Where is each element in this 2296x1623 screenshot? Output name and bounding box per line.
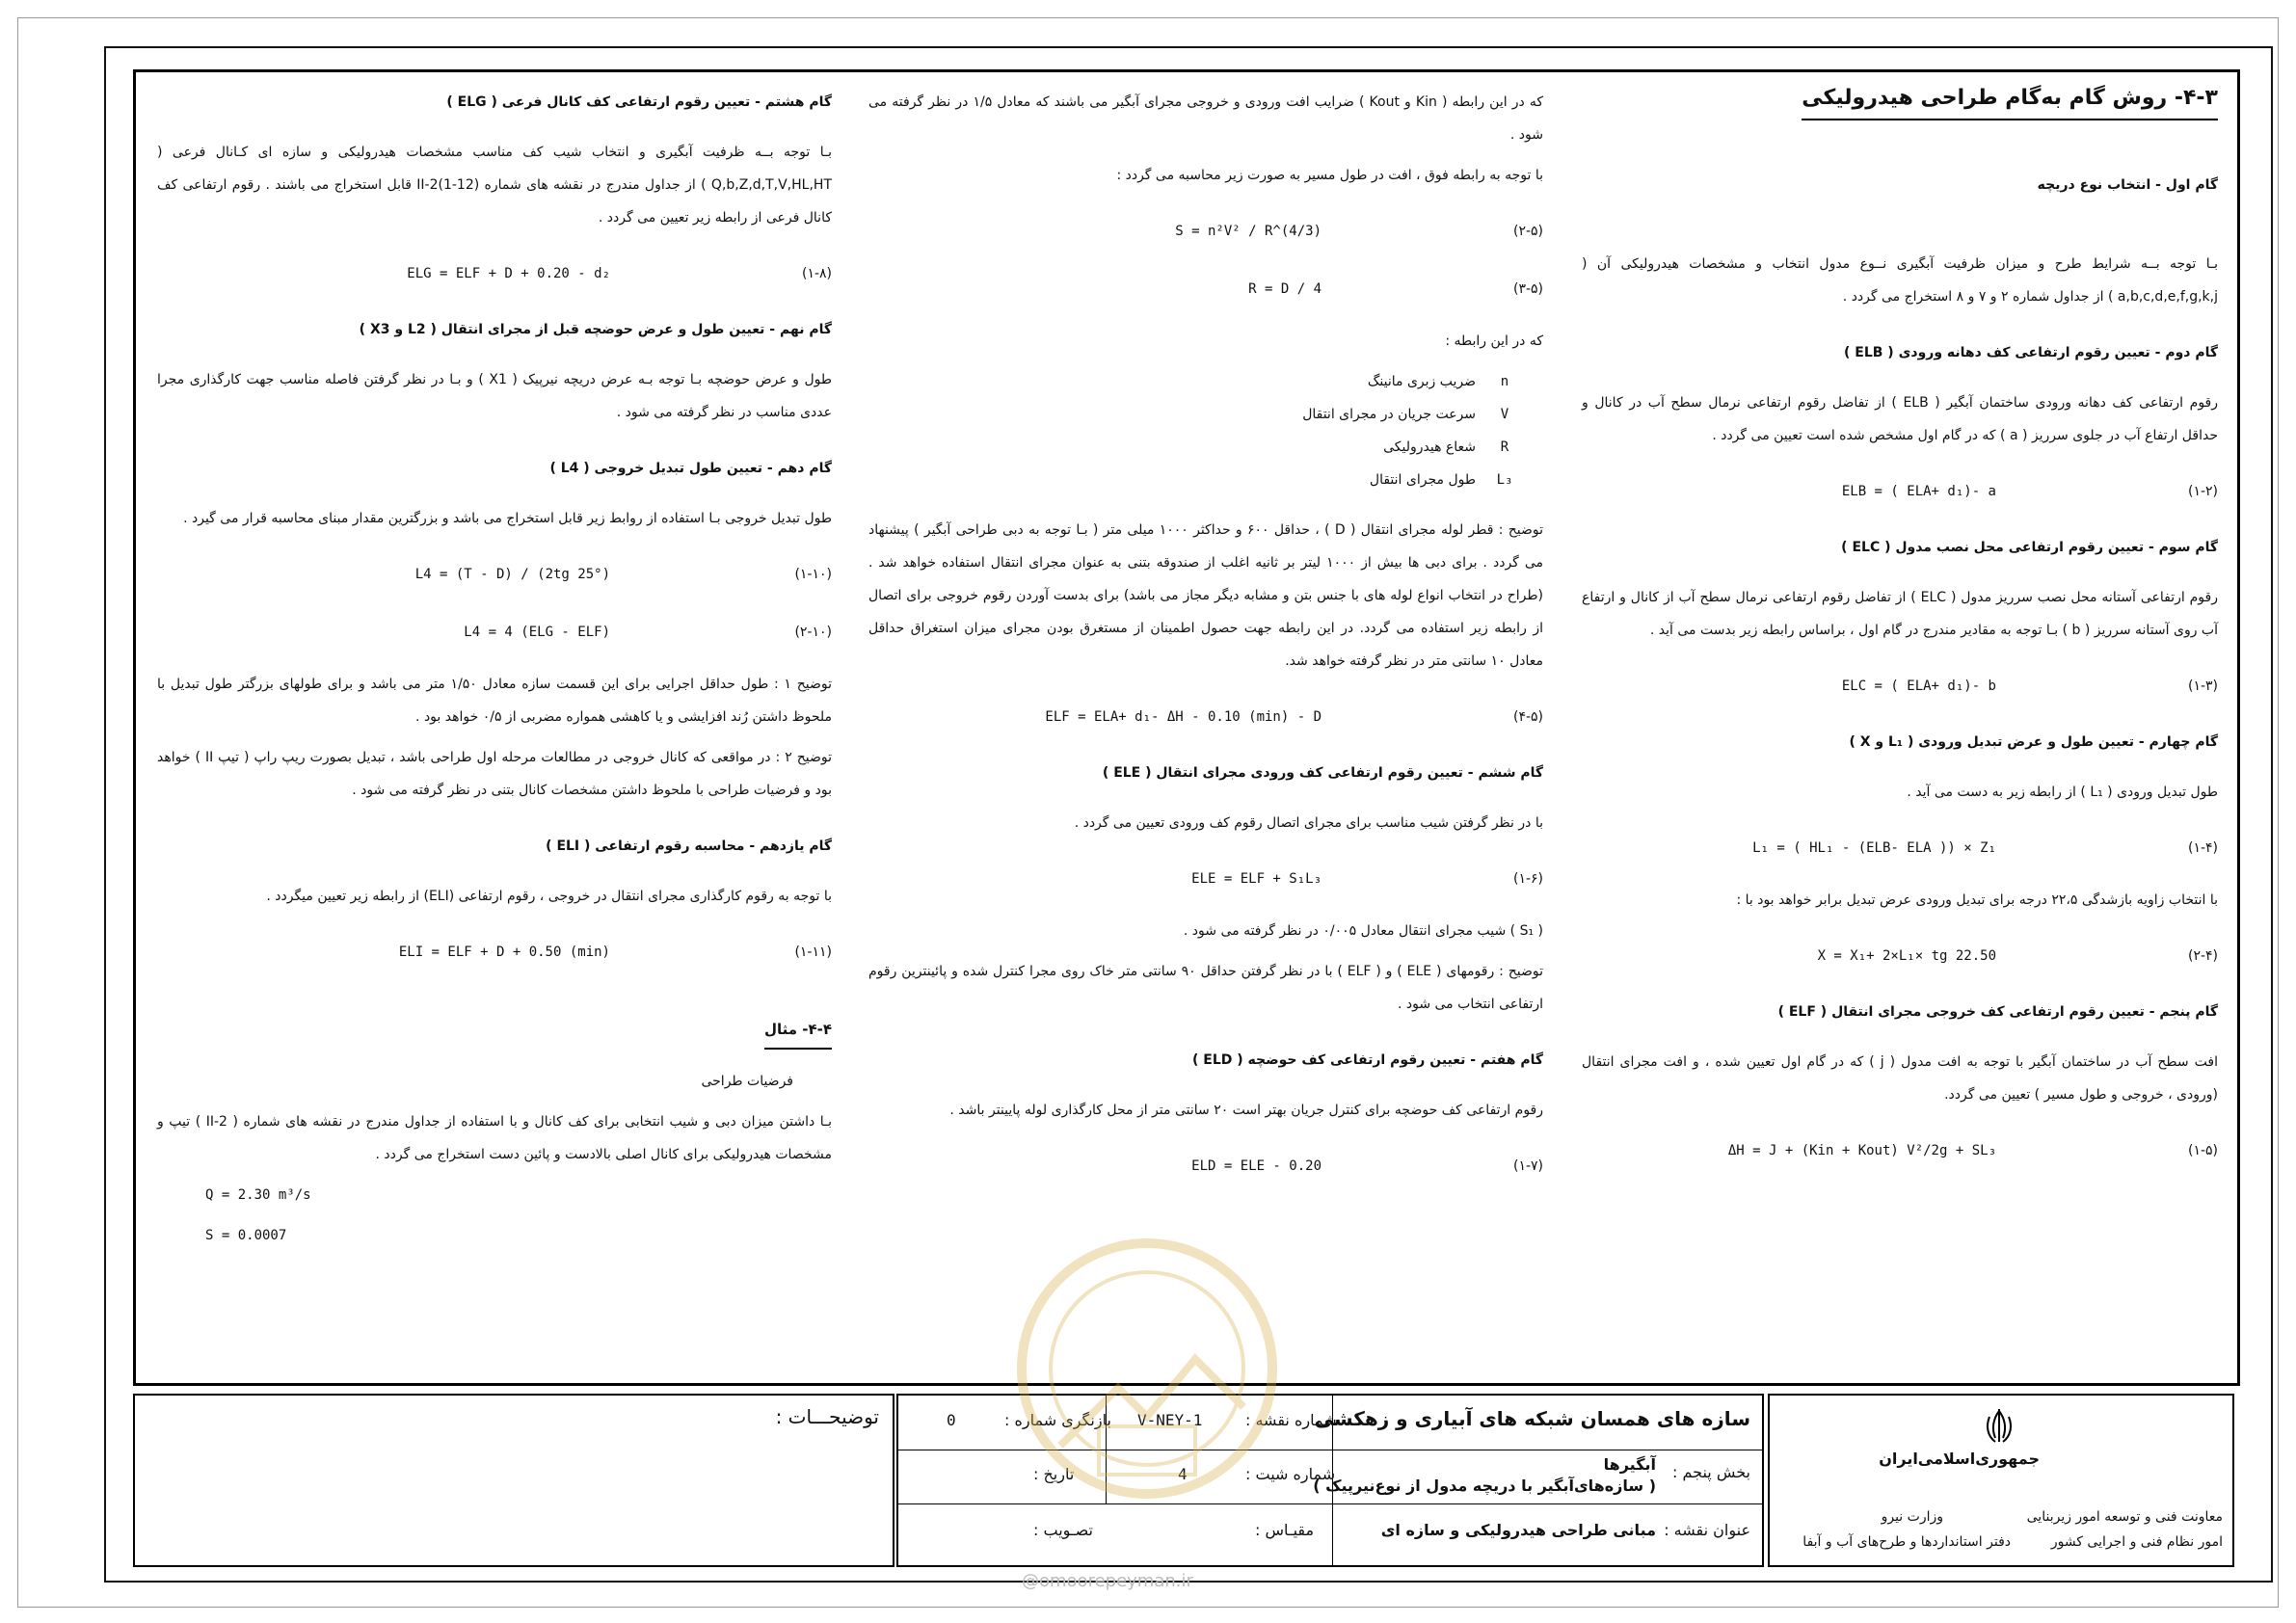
- step11-title: گام یازدهم - محاسبه رقوم ارتفاعی ( ELI ): [546, 838, 832, 854]
- step4-text: طول تبدیل ورودی ( L₁ ) از رابطه زیر به دست می آید .: [1907, 785, 2218, 800]
- variable-row: [868, 464, 1524, 496]
- equation-2-4: [1582, 934, 2218, 972]
- main-title: سازه های همسان شبکه های آبیاری و زهکشی: [1314, 1407, 1750, 1430]
- step2-text: رقوم ارتفاعی کف دهانه ورودی ساختمان آبگیر ( ELB ) از تفاضل رقوم ارتفاعی نرمال سطح آب در کانال و حداقل ارتفاع آب در جلوی سرریز ( a ) که در گام اول مشخص شده است تعیین می گردد .: [1582, 395, 2219, 443]
- part-value: آبگیرها: [1603, 1455, 1656, 1474]
- equation-formula: L4 = 4 (ELG - ELF): [464, 625, 610, 640]
- step6-title: گام ششم - تعیین رقوم ارتفاعی کف ورودی مجرای انتقال ( ELE ): [1102, 765, 1543, 781]
- equation-formula: ELC = ( ELA+ d₁)- b: [1841, 678, 1996, 694]
- date-label: تاریخ :: [1033, 1465, 1075, 1483]
- step1-title: گام اول - انتخاب نوع دریچه: [2037, 177, 2218, 193]
- variable-row: [868, 398, 1524, 431]
- equation-number: (۱-۲): [2187, 484, 2218, 499]
- equation-formula: ELI = ELF + D + 0.50 (min): [398, 945, 610, 960]
- equation-formula: X = X₁+ 2×L₁× tg 22.50: [1817, 948, 1996, 964]
- step8-text: بـا توجه بــه ظرفیت آبگیری و انتخاب شیب کف مناسب مشخصات هیدرولیکی و سازه ای کـانال فرعی ( Q,b,Z,d,T,V,HL,HT ) از جداول مندرج در نقشه های شماره (II-2(1-12 قابل استخراج می باشند . رقوم ارتفاعی کف کانال فرعی از رابطه زیر تعیین می گردد .: [157, 145, 832, 226]
- equation-number: (۲-۱۰): [794, 625, 832, 640]
- equation-formula: ELG = ELF + D + 0.20 - d₂: [407, 266, 610, 281]
- equation-1-4: [1582, 826, 2218, 865]
- equation-formula: L4 = (T - D) / (2tg 25°): [414, 567, 610, 582]
- step1-text: بـا توجه بــه شرایط طرح و میزان ظرفیت آبگیری نــوع مدول انتخاب و مشخصات هیدرولیکی آن ( a,b,c,d,e,f,g,k,j ) از جداول شماره ۲ و ۷ و ۸ استخراج می گردد .: [1582, 256, 2218, 305]
- variable-symbol: L₃: [1496, 472, 1513, 488]
- variable-definition: سرعت جریان در مجرای انتقال: [1302, 407, 1476, 422]
- left-column: [157, 72, 832, 1260]
- equation-number: (۱-۱۰): [794, 567, 832, 582]
- middle-column: [868, 72, 1543, 1202]
- notes-box: [133, 1394, 894, 1567]
- equation-number: (۱-۱۱): [794, 945, 832, 960]
- step5-title: گام پنجم - تعیین رقوم ارتفاعی کف خروجی مجرای انتقال ( ELF ): [1777, 1004, 2218, 1020]
- equation-1-2: [1582, 469, 2218, 508]
- step10-text: طول تبدیل خروجی بـا استفاده از روابط زیر قابل استخراج می باشد و بزرگترین مقدار مبنای محاسبه قرار می گیرد .: [183, 511, 832, 526]
- equation-number: (۱-۷): [1512, 1158, 1543, 1174]
- variable-definition: ضریب زبری مانینگ: [1367, 374, 1476, 389]
- step8-title: گام هشتم - تعیین رقوم ارتفاعی کف کانال فرعی ( ELG ): [446, 94, 832, 110]
- notes-label: توضیحـــات :: [775, 1405, 879, 1428]
- step6-text: با در نظر گرفتن شیب مناسب برای مجرای اتصال رقوم کف ورودی تعیین می گردد .: [1074, 815, 1543, 831]
- variable-symbol: V: [1500, 407, 1509, 422]
- equation-formula: S = n²V² / R^(4/3): [1175, 224, 1322, 239]
- map-number: V-NEY-1: [1137, 1411, 1203, 1429]
- equation-number: (۲-۴): [2187, 948, 2218, 964]
- step9-text: طول و عرض حوضچه بـا توجه بـه عرض دریچه نیرپیک ( X1 ) و بـا در نظر گرفتن فاصله مناسب جهت کارگذاری مجرا عددی مناسب در نظر گرفته می شود .: [157, 372, 832, 420]
- title-block: [133, 1394, 2234, 1567]
- drawing-info-box: [896, 1394, 1764, 1567]
- step2-title: گام دوم - تعیین رقوم ارتفاعی کف دهانه ورودی ( ELB ): [1843, 345, 2218, 360]
- equation-3-5: [868, 267, 1543, 306]
- equation-formula: ELD = ELE - 0.20: [1191, 1158, 1322, 1174]
- equation-number: (۲-۵): [1512, 224, 1543, 239]
- revision-label: بازنگری شماره :: [1004, 1411, 1111, 1429]
- step9-title: گام نهم - تعیین طول و عرض حوضچه قبل از مجرای انتقال ( L2 و X3 ): [359, 322, 832, 337]
- step3-title: گام سوم - تعیین رقوم ارتفاعی محل نصب مدول ( ELC ): [1841, 540, 2218, 555]
- step4-text-2: با انتخاب زاویه بازشدگی ۲۲،۵ درجه برای تبدیل ورودی عرض تبدیل برابر خواهد بود با :: [1736, 892, 2218, 908]
- variable-definition: طول مجرای انتقال: [1369, 472, 1476, 488]
- scale-label: مقیـاس :: [1255, 1521, 1315, 1539]
- variable-row: [868, 431, 1524, 464]
- part-label: بخش پنجم :: [1672, 1463, 1750, 1481]
- equation-2-5: [868, 209, 1543, 248]
- sheet-number: 4: [1178, 1465, 1188, 1483]
- step3-text: رقوم ارتفاعی آستانه محل نصب سرریز مدول ( ELC ) از تفاضل رقوم ارتفاعی نرمال سطح آب از کانال و ارتفاع آب روی آستانه سرریز ( b ) بـا توجه به مقادیر مندرج در گام اول ، براساس رابطه زیر بدست می آید .: [1582, 590, 2218, 638]
- map-number-label: شماره نقشه :: [1245, 1411, 1337, 1429]
- org-technical-affairs: امور نظام فنی و اجرایی کشور: [2050, 1534, 2223, 1550]
- equation-number: (۴-۵): [1512, 709, 1543, 725]
- equation-formula: L₁ = ( HL₁ - (ELB- ELA )) × Z₁: [1752, 840, 1996, 856]
- sheet-number-label: شماره شیت :: [1245, 1465, 1336, 1483]
- note-1: توضیح ۱ : طول حداقل اجرایی برای این قسمت سازه معادل ۱/۵۰ متر می باشد و برای طولهای بزرگتر طول تبدیل با ملحوظ داشتن رُند افزایشی و یا کاهشی همواره مضربی از ۰/۵ خواهد بود .: [157, 677, 832, 725]
- equation-number: (۱-۴): [2187, 840, 2218, 856]
- equation-1-6: [868, 857, 1543, 895]
- step7-title: گام هفتم - تعیین رقوم ارتفاعی کف حوضچه ( ELD ): [1191, 1052, 1543, 1068]
- equation-4-5: [868, 695, 1543, 733]
- content-frame: [133, 69, 2240, 1386]
- country-name: جمهوری‌اسلامی‌ایران: [1879, 1450, 2040, 1468]
- example-subheading: فرضیات طراحی: [701, 1074, 793, 1089]
- equation-formula: ELB = ( ELA+ d₁)- a: [1841, 484, 1996, 499]
- note-2: توضیح ۲ : در مواقعی که کانال خروجی در مطالعات مرحله اول طراحی باشد ، تبدیل بصورت ریپ راپ ( تیپ II ) خواهد بود و فرضیات طراحی با ملحوظ داشتن مشخصات کانال بتنی در نظر گرفته می شود .: [157, 750, 833, 798]
- equation-1-5: [1582, 1129, 2218, 1167]
- equation-formula: ELE = ELF + S₁L₃: [1191, 871, 1322, 887]
- step10-title: گام دهم - تعیین طول تبدیل خروجی ( L4 ): [549, 461, 832, 476]
- variable-symbol: R: [1500, 439, 1509, 455]
- loss-text: با توجه به رابطه فوق ، افت در طول مسیر به صورت زیر محاسبه می گردد :: [1116, 168, 1543, 183]
- variable-row: [868, 365, 1524, 398]
- variable-definition: شعاع هیدرولیکی: [1383, 439, 1476, 455]
- iran-emblem-icon: [1978, 1405, 2020, 1448]
- drawing-title-label: عنوان نقشه :: [1664, 1521, 1750, 1539]
- variable-symbol: n: [1500, 374, 1509, 389]
- equation-2-10: [157, 610, 832, 649]
- equation-1-7: [868, 1144, 1543, 1183]
- equation-number: (۱-۳): [2187, 678, 2218, 694]
- organization-box: [1768, 1394, 2234, 1567]
- step5-text: افت سطح آب در ساختمان آبگیر با توجه به افت مدول ( j ) که در گام اول تعیین شده ، و افت مجرای انتقال (ورودی ، خروجی و طول مسیر ) تعیین می گردد.: [1582, 1054, 2218, 1103]
- discharge-value: Q = 2.30 m³/s: [205, 1187, 311, 1203]
- equation-formula: ΔH = J + (Kin + Kout) V²/2g + SL₃: [1727, 1143, 1996, 1158]
- pipe-note: توضیح : قطر لوله مجرای انتقال ( D ) ، حداقل ۶۰۰ و حداکثر ۱۰۰۰ میلی متر ( بـا توجه به دبی طراحی آبگیر ) پیشنهاد می گردد . برای دبی ها بیش از ۱۰۰۰ لیتر بر ثانیه اغلب از صندوقه بتنی به عنوان مجرای انتقال استفاده خواهد شد . (طراح در انتخاب انواع لوله های با جنس بتن و مشابه دیگر مجاز می باشد) برای بدست آوردن رقوم خروجی برای اتصال از رابطه زیر استفاده می گردد. در این رابطه جهت حصول اطمینان از مستغرق بودن مجرای میزان استغراق حداقل معادل ۱۰ سانتی متر در نظر گرفته خواهد شد.: [868, 522, 1544, 669]
- equation-number: (۱-۸): [801, 266, 832, 281]
- drawing-title: مبانی طراحی هیدرولیکی و سازه ای: [1380, 1521, 1656, 1539]
- org-ministry: وزارت نیرو: [1881, 1509, 1943, 1525]
- equation-number: (۳-۵): [1512, 281, 1543, 297]
- watermark-text: @omoorepeyman.ir: [1022, 1571, 1193, 1591]
- step7-text: رقوم ارتفاعی کف حوضچه برای کنترل جریان بهتر است ۲۰ سانتی متر از محل کارگذاری لوله پایینتر باشد .: [949, 1103, 1543, 1118]
- org-standards-office: دفتر استانداردها و طرح‌های آب و آبفا: [1802, 1534, 2011, 1550]
- equation-formula: R = D / 4: [1248, 281, 1322, 297]
- org-deputy: معاونت فنی و توسعه امور زیربنایی: [2026, 1509, 2223, 1525]
- example-heading: ۴-۴- مثال: [764, 1013, 832, 1050]
- step11-text: با توجه به رقوم کارگذاری مجرای انتقال در خروجی ، رقوم ارتفاعی (ELI) از رابطه زیر تعیین میگردد .: [266, 889, 832, 904]
- equation-1-11: [157, 930, 832, 969]
- equation-number: (۱-۵): [2187, 1143, 2218, 1158]
- part-value-2: ( سازه‌های‌آبگیر با دریچه مدول از نوع‌نیرپیک ): [1313, 1477, 1656, 1495]
- section-heading: ۴-۳- روش گام به‌گام طراحی هیدرولیکی: [1802, 82, 2218, 120]
- example-text: بـا داشتن میزان دبی و شیب انتخابی برای کف کانال و با استفاده از جداول مندرج در نقشه های شماره ( II-2 ) تیپ و مشخصات هیدرولیکی برای کانال اصلی بالادست و پائین دست استخراج می گردد .: [157, 1114, 832, 1162]
- equation-1-3: [1582, 664, 2218, 703]
- equation-1-8: [157, 252, 832, 290]
- approval-label: تصـویب :: [1033, 1521, 1093, 1539]
- step6-text-2: ( S₁ ) شیب مجرای انتقال معادل ۰/۰۰۵ در نظر گرفته می شود .: [1183, 923, 1543, 939]
- slope-value: S = 0.0007: [205, 1228, 287, 1243]
- revision-number: 0: [947, 1411, 956, 1429]
- equation-number: (۱-۶): [1512, 871, 1543, 887]
- equation-formula: ELF = ELA+ d₁- ΔH - 0.10 (min) - D: [1045, 709, 1322, 725]
- right-column: [1582, 72, 2218, 1186]
- equation-1-10: [157, 552, 832, 591]
- where-text: که در این رابطه :: [1445, 333, 1543, 349]
- kin-kout-text: که در این رابطه ( Kin و Kout ) ضرایب افت ورودی و خروجی مجرای آبگیر می باشند که معادل ۱/۵ در نظر گرفته می شود .: [868, 94, 1543, 143]
- step6-note: توضیح : رقومهای ( ELE ) و ( ELF ) با در نظر گرفتن حداقل ۹۰ سانتی متر خاک روی مجرا کنترل شده و پائینترین رقوم ارتفاعی انتخاب می شود .: [868, 964, 1543, 1012]
- step4-title: گام چهارم - تعیین طول و عرض تبدیل ورودی ( L₁ و X ): [1849, 734, 2218, 750]
